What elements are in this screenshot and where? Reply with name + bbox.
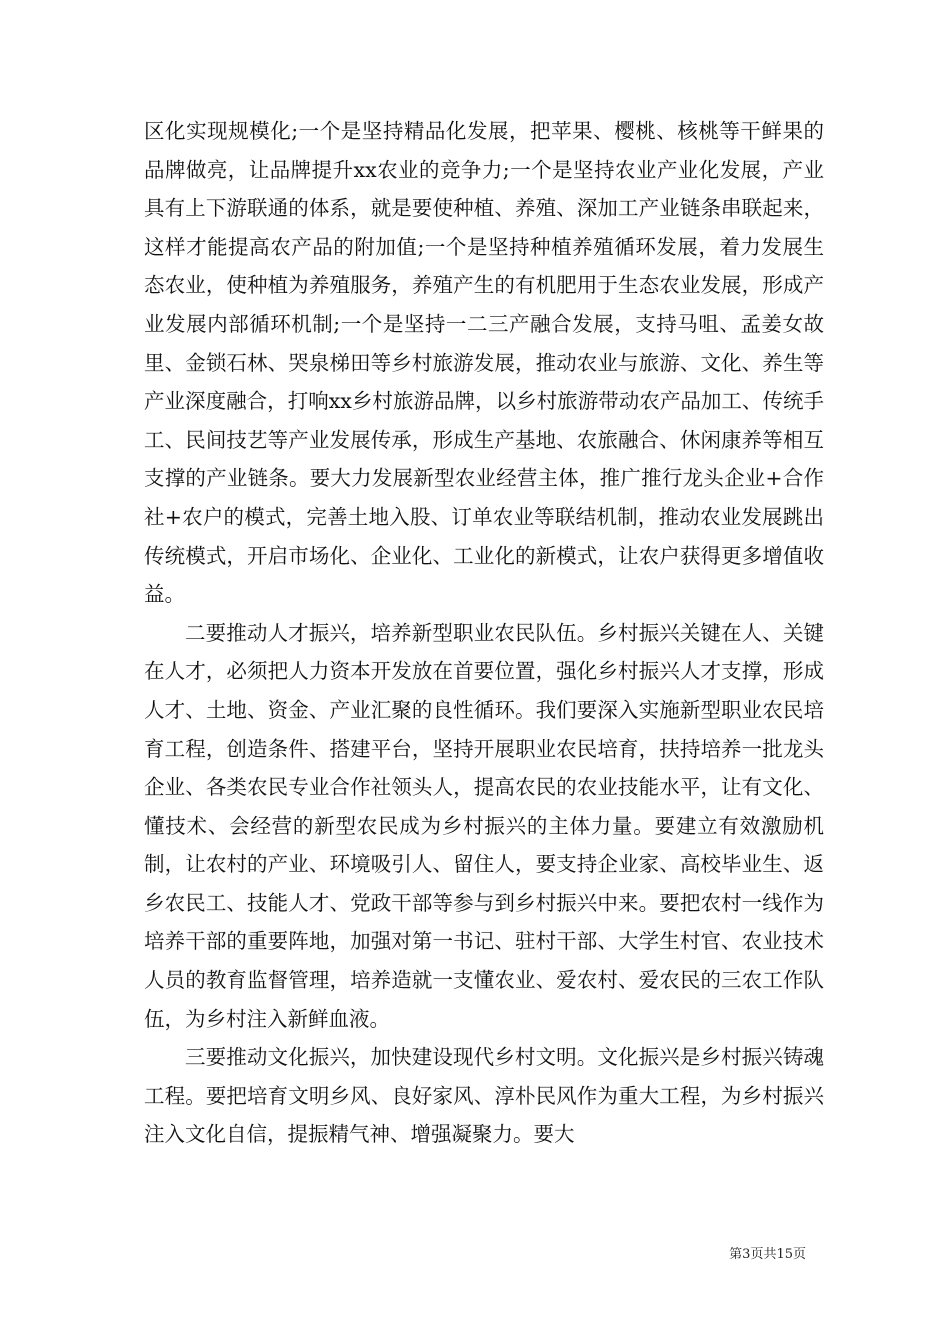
document-body	[144, 112, 824, 1154]
paragraph-culture-revitalization: 三要推动文化振兴，加快建设现代乡村文明。文化振兴是乡村振兴铸魂工程。要把培育文明乡风、良好家风、淳朴民风作为重大工程，为乡村振兴注入文化自信，提振精气神、增强凝聚力。要大	[144, 1045, 824, 1147]
paragraph-talent-revitalization: 二要推动人才振兴，培养新型职业农民队伍。乡村振兴关键在人、关键在人才，必须把人力资本开发放在首要位置，强化乡村振兴人才支撑，形成人才、土地、资金、产业汇聚的良性循环。我们要深入实施新型职业农民培育工程，创造条件、搭建平台，坚持开展职业农民培育，扶持培养一批龙头企业、各类农民专业合作社领头人，提高农民的农业技能水平，让有文化、懂技术、会经营的新型农民成为乡村振兴的主体力量。要建立有效激励机制，让农村的产业、环境吸引人、留住人，要支持企业家、高校毕业生、返乡农民工、技能人才、党政干部等参与到乡村振兴中来。要把农村一线作为培养干部的重要阵地，加强对第一书记、驻村干部、大学生村官、农业技术人员的教育监督管理，培养造就一支懂农业、爱农村、爱农民的三农工作队伍，为乡村注入新鲜血液。	[144, 620, 824, 1031]
paragraph-continuation: 区化实现规模化;一个是坚持精品化发展，把苹果、樱桃、核桃等干鲜果的品牌做亮，让品牌提升xx农业的竞争力;一个是坚持农业产业化发展，产业具有上下游联通的体系，就是要使种植、养殖、深加工产业链条串联起来，这样才能提高农产品的附加值;一个是坚持种植养殖循环发展，着力发展生态农业，使种植为养殖服务，养殖产生的有机肥用于生态农业发展，形成产业发展内部循环机制;一个是坚持一二三产融合发展，支持马咀、孟姜女故里、金锁石林、哭泉梯田等乡村旅游发展，推动农业与旅游、文化、养生等产业深度融合，打响xx乡村旅游品牌，以乡村旅游带动农产品加工、传统手工、民间技艺等产业发展传承，形成生产基地、农旅融合、休闲康养等相互支撑的产业链条。要大力发展新型农业经营主体，推广推行龙头企业+合作社+农户的模式，完善土地入股、订单农业等联结机制，推动农业发展跳出传统模式，开启市场化、企业化、工业化的新模式，让农户获得更多增值收益。	[144, 119, 824, 607]
page-number-footer: 第3页共15页	[729, 1247, 806, 1262]
